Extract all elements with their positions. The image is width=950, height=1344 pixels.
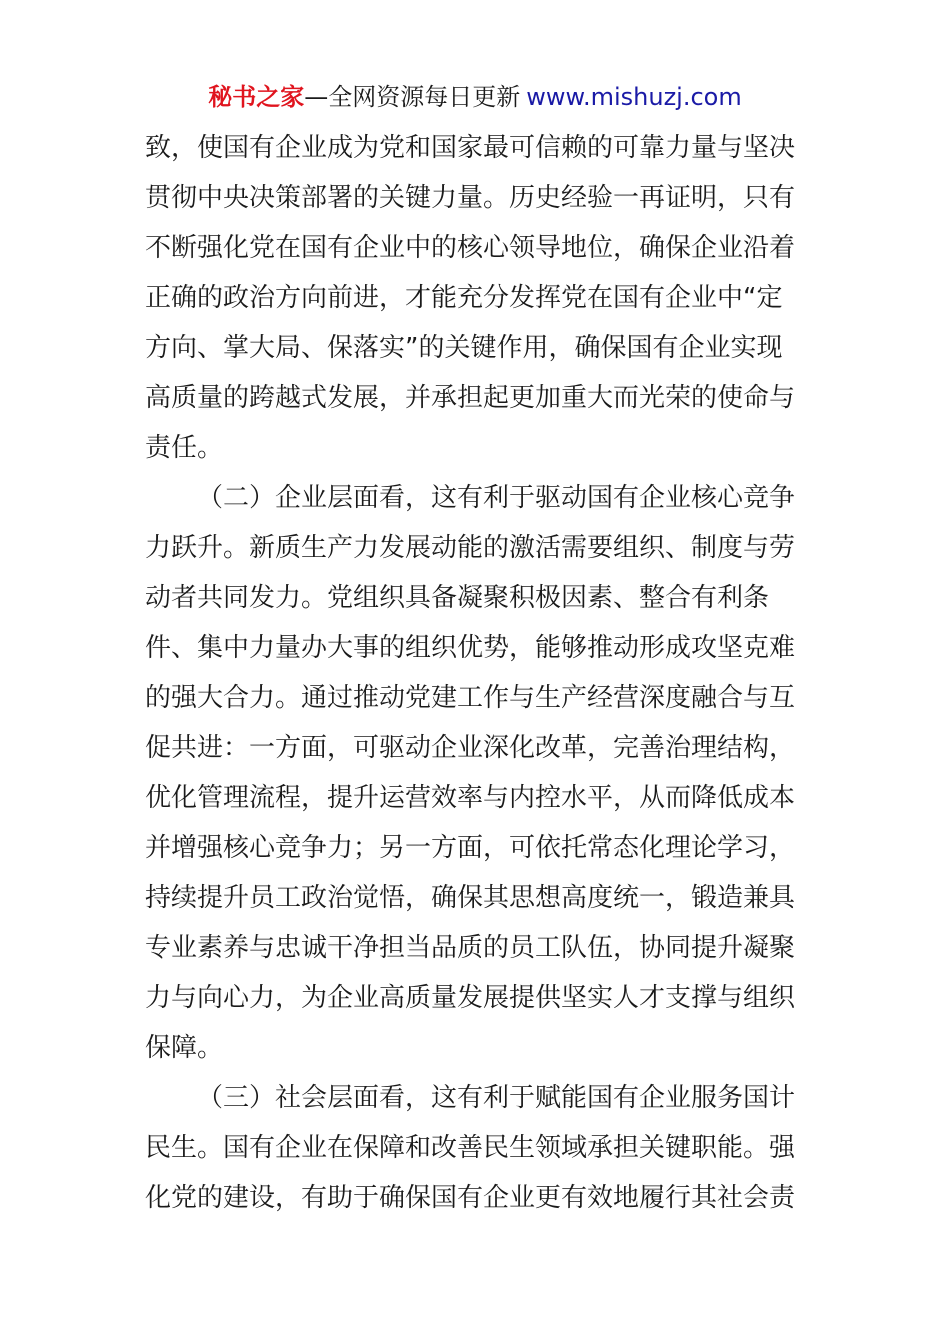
text-line: 件、集中力量办大事的组织优势，能够推动形成攻坚克难 <box>145 633 796 663</box>
site-url-link[interactable]: www.mishuzj.com <box>526 83 742 111</box>
text-line: 力与向心力，为企业高质量发展提供坚实人才支撑与组织 <box>145 983 796 1013</box>
paragraph-heading-line: （二）企业层面看，这有利于驱动国有企业核心竞争 <box>197 483 796 513</box>
text-line: 优化管理流程，提升运营效率与内控水平，从而降低成本 <box>145 783 796 813</box>
text-line: 动者共同发力。党组织具备凝聚积极因素、整合有利条 <box>145 583 770 613</box>
text-line: 保障。 <box>145 1033 224 1063</box>
paragraph-heading-line: （三）社会层面看，这有利于赋能国有企业服务国计 <box>197 1083 796 1113</box>
text-line: 专业素养与忠诚干净担当品质的员工队伍，协同提升凝聚 <box>145 933 796 963</box>
text-line: 民生。国有企业在保障和改善民生领域承担关键职能。强 <box>145 1133 796 1163</box>
text-line: 的强大合力。通过推动党建工作与生产经营深度融合与互 <box>145 683 796 713</box>
text-line: 力跃升。新质生产力发展动能的激活需要组织、制度与劳 <box>145 533 796 563</box>
text-line: 高质量的跨越式发展，并承担起更加重大而光荣的使命与 <box>145 383 796 413</box>
text-line: 促共进：一方面，可驱动企业深化改革，完善治理结构， <box>145 733 796 763</box>
text-line: 致，使国有企业成为党和国家最可信赖的可靠力量与坚决 <box>145 133 796 163</box>
site-header <box>0 80 950 114</box>
document-body <box>145 123 807 1223</box>
text-line: 不断强化党在国有企业中的核心领导地位，确保企业沿着 <box>145 233 796 263</box>
text-line: 责任。 <box>145 433 224 463</box>
text-line: 正确的政治方向前进，才能充分发挥党在国有企业中“定 <box>145 283 783 313</box>
text-line: 持续提升员工政治觉悟，确保其思想高度统一，锻造兼具 <box>145 883 796 913</box>
text-line: 化党的建设，有助于确保国有企业更有效地履行其社会责 <box>145 1183 796 1213</box>
text-line: 贯彻中央决策部署的关键力量。历史经验一再证明，只有 <box>145 183 796 213</box>
text-line: 方向、掌大局、保落实”的关键作用，确保国有企业实现 <box>145 333 783 363</box>
text-line: 并增强核心竞争力；另一方面，可依托常态化理论学习， <box>145 833 796 863</box>
header-tagline: —全网资源每日更新 <box>304 83 521 111</box>
brand-name: 秘书之家 <box>208 83 305 111</box>
